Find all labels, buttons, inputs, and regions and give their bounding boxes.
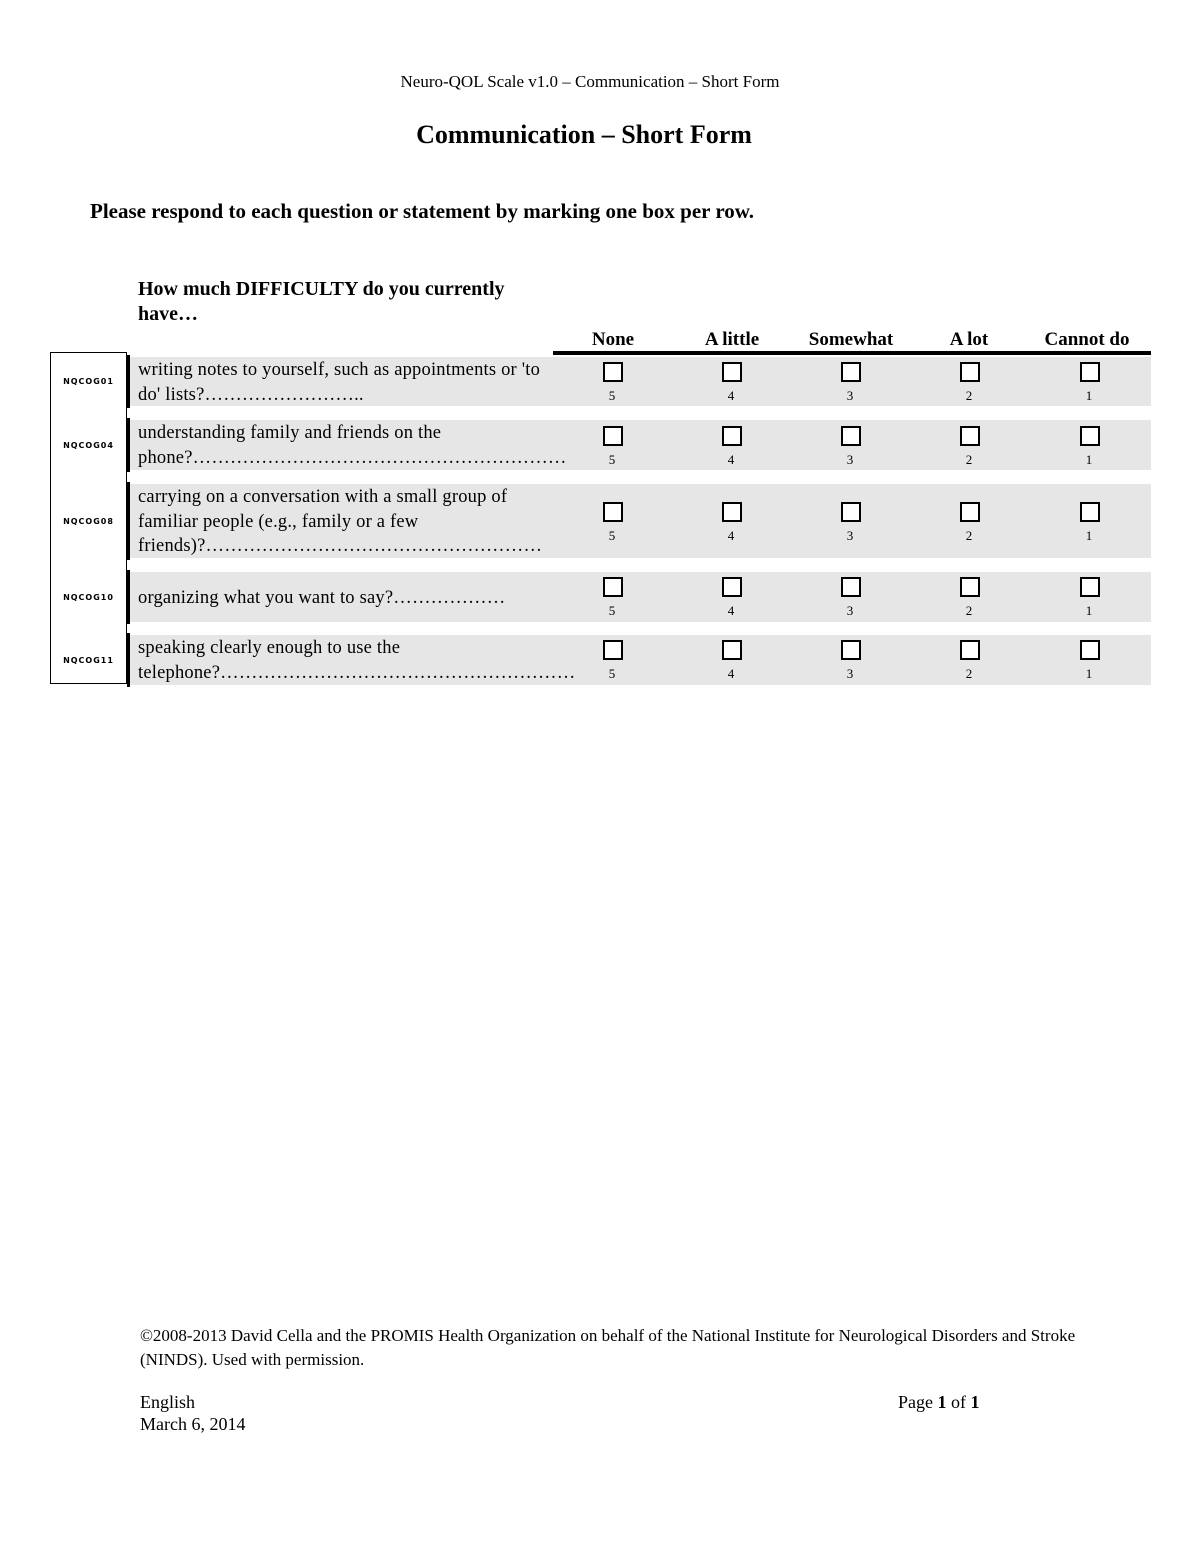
response-checkbox[interactable] xyxy=(603,502,623,522)
score-value: 4 xyxy=(727,666,735,681)
response-checkbox[interactable] xyxy=(603,426,623,446)
response-checkbox[interactable] xyxy=(1080,502,1100,522)
column-header-cannot-do: Cannot do xyxy=(1044,329,1130,350)
score-value: 1 xyxy=(1085,603,1093,618)
response-checkbox[interactable] xyxy=(603,362,623,382)
id-divider xyxy=(127,418,130,472)
score-value: 5 xyxy=(608,452,616,467)
response-checkbox[interactable] xyxy=(1080,640,1100,660)
item-text: carrying on a conversation with a small group of familiar people (e.g., family or a few friends)?……………………………………………… xyxy=(138,487,543,556)
question-stem: How much DIFFICULTY do you currently have… xyxy=(138,278,505,325)
score-value: 3 xyxy=(846,528,854,543)
score-value: 2 xyxy=(965,603,973,618)
response-checkbox[interactable] xyxy=(841,577,861,597)
running-header: Neuro-QOL Scale v1.0 – Communication – Short Form xyxy=(400,72,780,91)
response-checkbox[interactable] xyxy=(722,577,742,597)
score-value: 5 xyxy=(608,528,616,543)
page-title: Communication – Short Form xyxy=(416,120,752,149)
response-checkbox[interactable] xyxy=(722,502,742,522)
response-checkbox[interactable] xyxy=(841,426,861,446)
instructions: Please respond to each question or statement by marking one box per row. xyxy=(90,199,755,223)
score-value: 5 xyxy=(608,603,616,618)
item-text: writing notes to yourself, such as appointments or 'to do' lists?…………………….. xyxy=(138,360,541,405)
score-value: 3 xyxy=(846,452,854,467)
response-checkbox[interactable] xyxy=(960,362,980,382)
response-checkbox[interactable] xyxy=(960,426,980,446)
response-checkbox[interactable] xyxy=(1080,577,1100,597)
footer-date: March 6, 2014 xyxy=(140,1414,246,1434)
response-checkbox[interactable] xyxy=(722,640,742,660)
response-checkbox[interactable] xyxy=(1080,426,1100,446)
score-value: 3 xyxy=(846,666,854,681)
page-label: Page xyxy=(898,1392,933,1412)
id-divider xyxy=(127,633,130,687)
page-total: 1 xyxy=(970,1392,980,1412)
response-checkbox[interactable] xyxy=(722,426,742,446)
score-value: 2 xyxy=(965,666,973,681)
response-checkbox[interactable] xyxy=(960,640,980,660)
id-divider xyxy=(127,355,130,408)
column-header-somewhat: Somewhat xyxy=(808,329,894,350)
id-divider xyxy=(127,482,130,560)
page-number xyxy=(898,1392,980,1413)
score-value: 2 xyxy=(965,452,973,467)
response-checkbox[interactable] xyxy=(841,640,861,660)
column-header-a-lot: A lot xyxy=(949,329,989,350)
response-checkbox[interactable] xyxy=(841,362,861,382)
score-value: 5 xyxy=(608,388,616,403)
response-checkbox[interactable] xyxy=(841,502,861,522)
item-id: NQCOG11 xyxy=(63,656,114,665)
column-header-none: None xyxy=(591,329,635,350)
item-id: NQCOG10 xyxy=(63,593,114,602)
response-checkbox[interactable] xyxy=(603,640,623,660)
item-id: NQCOG08 xyxy=(63,517,114,526)
item-text: understanding family and friends on the phone?…………………………………………………… xyxy=(138,423,567,468)
score-value: 4 xyxy=(727,603,735,618)
score-value: 1 xyxy=(1085,528,1093,543)
score-value: 4 xyxy=(727,452,735,467)
score-value: 5 xyxy=(608,666,616,681)
id-divider xyxy=(127,570,130,624)
copyright-notice: ©2008-2013 David Cella and the PROMIS Health Organization on behalf of the National Institute for Neurological Disorders and Stroke (NINDS). Used with permission. xyxy=(140,1326,1076,1369)
score-value: 3 xyxy=(846,388,854,403)
header-rule xyxy=(553,351,1151,355)
response-checkbox[interactable] xyxy=(960,577,980,597)
page-current: 1 xyxy=(937,1392,947,1412)
score-value: 4 xyxy=(727,388,735,403)
response-checkbox[interactable] xyxy=(960,502,980,522)
footer-language: English xyxy=(140,1392,196,1412)
column-header-a-little: A little xyxy=(704,329,760,350)
item-id: NQCOG01 xyxy=(63,377,114,386)
item-text: organizing what you want to say?……………… xyxy=(138,588,506,608)
response-checkbox[interactable] xyxy=(603,577,623,597)
score-value: 1 xyxy=(1085,388,1093,403)
item-id: NQCOG04 xyxy=(63,441,114,450)
page-of: of xyxy=(951,1392,966,1412)
score-value: 1 xyxy=(1085,452,1093,467)
score-value: 2 xyxy=(965,388,973,403)
item-text: speaking clearly enough to use the telephone?………………………………………………… xyxy=(138,638,576,683)
score-value: 3 xyxy=(846,603,854,618)
response-checkbox[interactable] xyxy=(1080,362,1100,382)
score-value: 4 xyxy=(727,528,735,543)
response-checkbox[interactable] xyxy=(722,362,742,382)
score-value: 2 xyxy=(965,528,973,543)
score-value: 1 xyxy=(1085,666,1093,681)
